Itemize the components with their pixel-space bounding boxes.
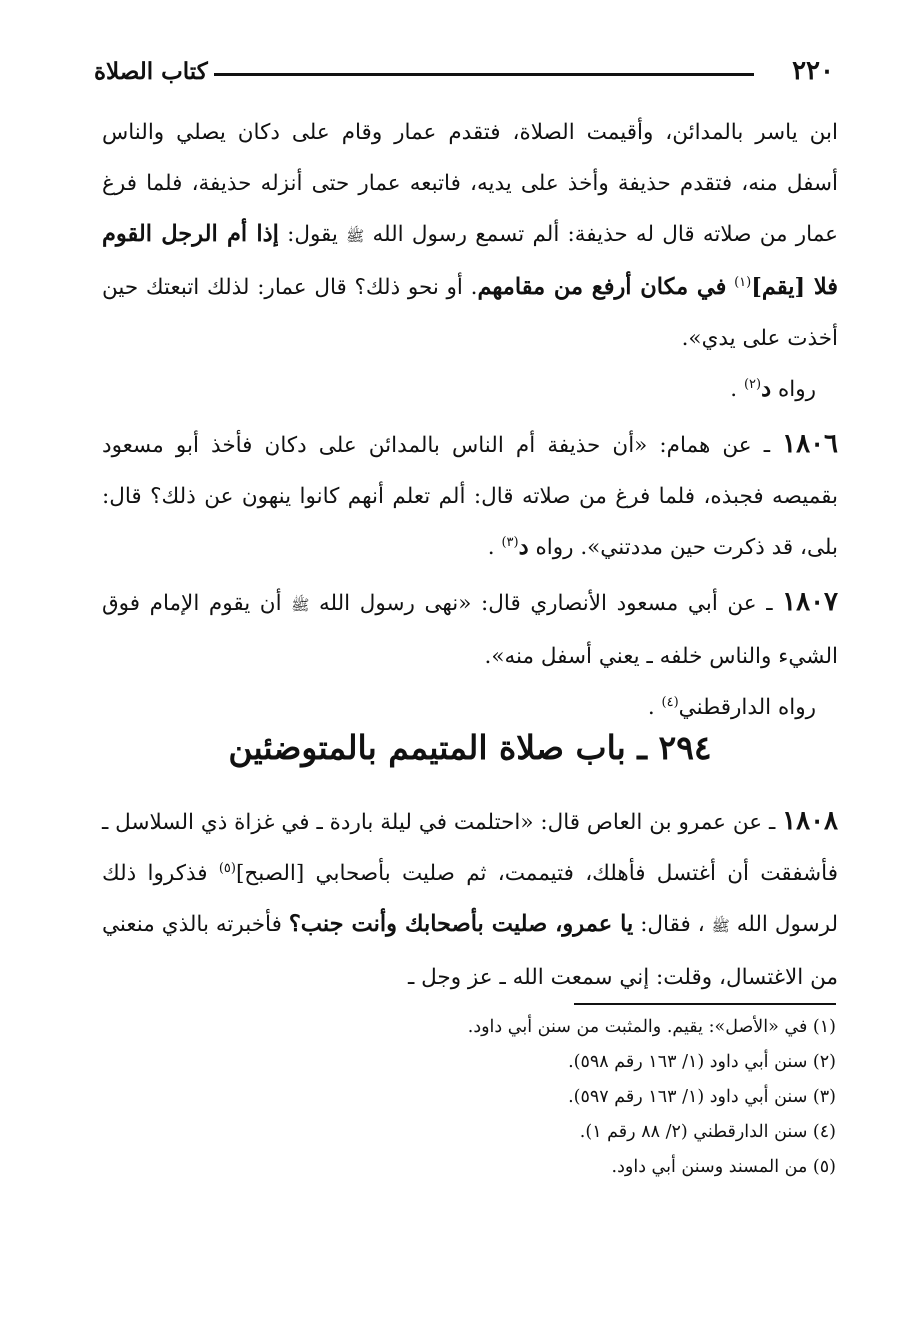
text-segment: يقول: [287, 222, 338, 247]
hadith-1805-continuation [102, 107, 838, 364]
hadith-text: ـ عن أبي مسعود الأنصاري قال: «نهى رسول الله [318, 591, 773, 616]
footnotes [196, 1010, 836, 1185]
pbuh-glyph: ﷺ [291, 596, 310, 614]
footnote: (٣) سنن أبي داود (١/ ١٦٣ رقم ٥٩٧). [568, 1087, 836, 1107]
footnote: (١) في «الأصل»: يقيم. والمثبت من سنن أبي داود. [467, 1017, 836, 1037]
main-text-continued [102, 796, 838, 1003]
running-header [94, 56, 834, 96]
hadith-text: أن يقوم الإمام فوق الشيء والناس خلفه ـ يعني أسفل منه». [102, 591, 838, 669]
page-number: ٢٢٠ [792, 56, 834, 86]
hadith-number: ١٨٠٦ [782, 429, 838, 459]
footnote: (٥) من المسند وسنن أبي داود. [611, 1157, 836, 1177]
prophetic-saying: يا عمرو، صليت بأصحابك وأنت جنب؟ [288, 911, 634, 937]
rawah-letter: د [761, 376, 772, 402]
footnote: (٢) سنن أبي داود (١/ ١٦٣ رقم ٥٩٨). [568, 1052, 836, 1072]
pbuh-glyph: ﷺ [711, 917, 730, 935]
main-text [102, 107, 838, 733]
text-segment: . أو نحو ذلك؟ قال عمار: لذلك اتبعتك حين أخذت على يدي». [102, 275, 838, 351]
rawah-label: رواه الدارقطني [678, 695, 816, 720]
footnote-ref: (٢) [743, 376, 762, 392]
prophetic-saying: في مكان أرفع من مقامهم [477, 274, 727, 300]
footnote-ref: (٣) [501, 534, 519, 550]
prophetic-saying: إذا أم الرجل القوم فلا [يقم] [102, 221, 838, 300]
hadith-1806 [102, 419, 838, 573]
rawah-end: . [647, 695, 655, 720]
footnote-separator [574, 1003, 836, 1005]
hadith-1807 [102, 577, 838, 682]
footnote: (٤) سنن الدارقطني (٢/ ٨٨ رقم ١). [579, 1122, 836, 1142]
hadith-text: ـ عن همام: «أن حذيفة أم الناس بالمدائن على دكان فأخذ أبو مسعود بقميصه فجبذه، فلما فرغ من صلاته قال: ألم تعلم أنهم كانوا ينهون عن ذلك؟ قال: بلى، قد ذكرت حين مددتني». رواه [102, 433, 838, 560]
hadith-text: ـ عن عمرو بن العاص قال: «احتلمت في ليلة باردة ـ في غزاة ذي السلاسل ـ فأشفقت أن أغتسل فأهلك، فتيممت، ثم صليت بأصحابي [الصبح] [102, 810, 838, 886]
text-segment: ابن ياسر بالمدائن، وأقيمت الصلاة، فتقدم عمار وقام على دكان يصلي والناس أسفل منه، فتقدم حذيفة وأخذ على يديه، فاتبعه عمار حتى أنزله حذيفة، فلما فرغ عمار من صلاته قال له حذيفة: ألم تسمع رسول الله [102, 120, 838, 247]
rawah-label: رواه [777, 377, 816, 402]
rawah-line [102, 364, 838, 415]
rawah-end: . [487, 535, 495, 560]
hadith-number: ١٨٠٨ [782, 806, 838, 836]
header-rule [214, 73, 754, 76]
rawah-end: . [730, 377, 738, 402]
footnote-ref: (١) [734, 274, 752, 290]
hadith-1808 [102, 796, 838, 1003]
hadith-text: ، فقال: [640, 912, 705, 937]
footnote-ref: (٥) [218, 860, 236, 876]
rawah-letter: د [518, 534, 529, 560]
hadith-number: ١٨٠٧ [782, 587, 839, 617]
footnote-ref: (٤) [661, 694, 679, 710]
hadith-text: فذكروا ذلك لرسول الله [102, 861, 839, 937]
pbuh-glyph: ﷺ [346, 227, 365, 245]
chapter-heading: ٢٩٤ ـ باب صلاة المتيمم بالمتوضئين [228, 728, 712, 767]
book-title: كتاب الصلاة [94, 58, 208, 85]
hadith-text: فأخبرته بالذي منعني من الاغتسال، وقلت: إني سمعت الله ـ عز وجل ـ [102, 912, 838, 990]
